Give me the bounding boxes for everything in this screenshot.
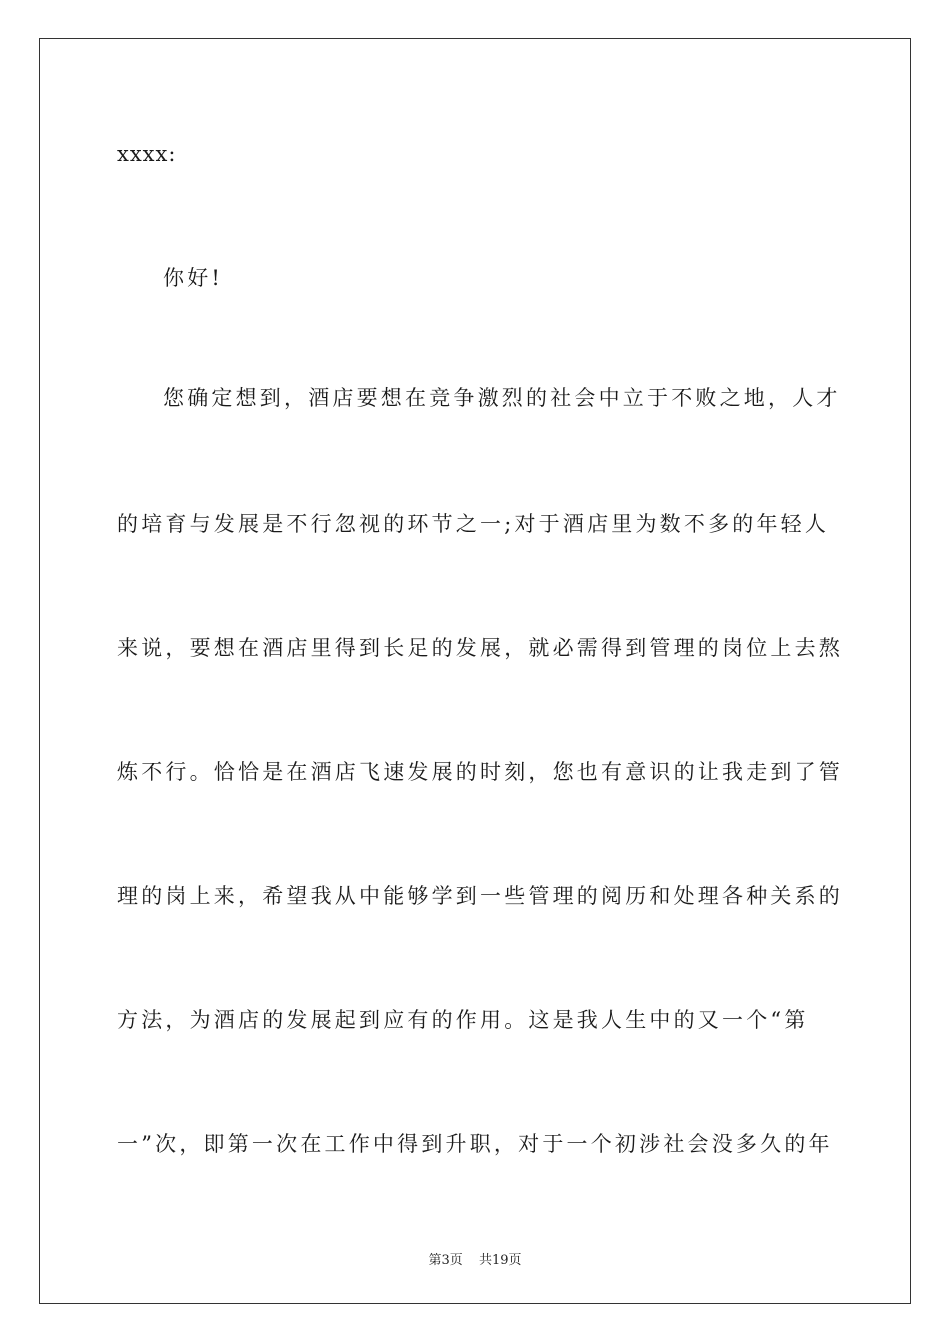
body-line-4: 炼不行。恰恰是在酒店飞速发展的时刻，您也有意识的让我走到了管 [117,760,843,784]
salutation: xxxx: [117,142,177,166]
body-line-6: 方法，为酒店的发展起到应有的作用。这是我人生中的又一个“第 [117,1008,809,1032]
body-line-5: 理的岗上来，希望我从中能够学到一些管理的阅历和处理各种关系的 [117,884,843,908]
body-line-3: 来说，要想在酒店里得到长足的发展，就必需得到管理的岗位上去熬 [117,636,843,660]
body-line-7: 一”次，即第一次在工作中得到升职，对于一个初涉社会没多久的年 [117,1132,833,1156]
body-line-1: 您确定想到，酒店要想在竞争激烈的社会中立于不败之地，人才 [163,386,841,410]
body-line-2: 的培育与发展是不行忽视的环节之一;对于酒店里为数不多的年轻人 [117,512,830,536]
page-total: 共19页 [478,1253,522,1268]
page-border [39,38,911,1304]
greeting: 你好! [163,266,224,290]
page-number: 第3页 [428,1253,463,1268]
page-footer [0,1249,950,1268]
